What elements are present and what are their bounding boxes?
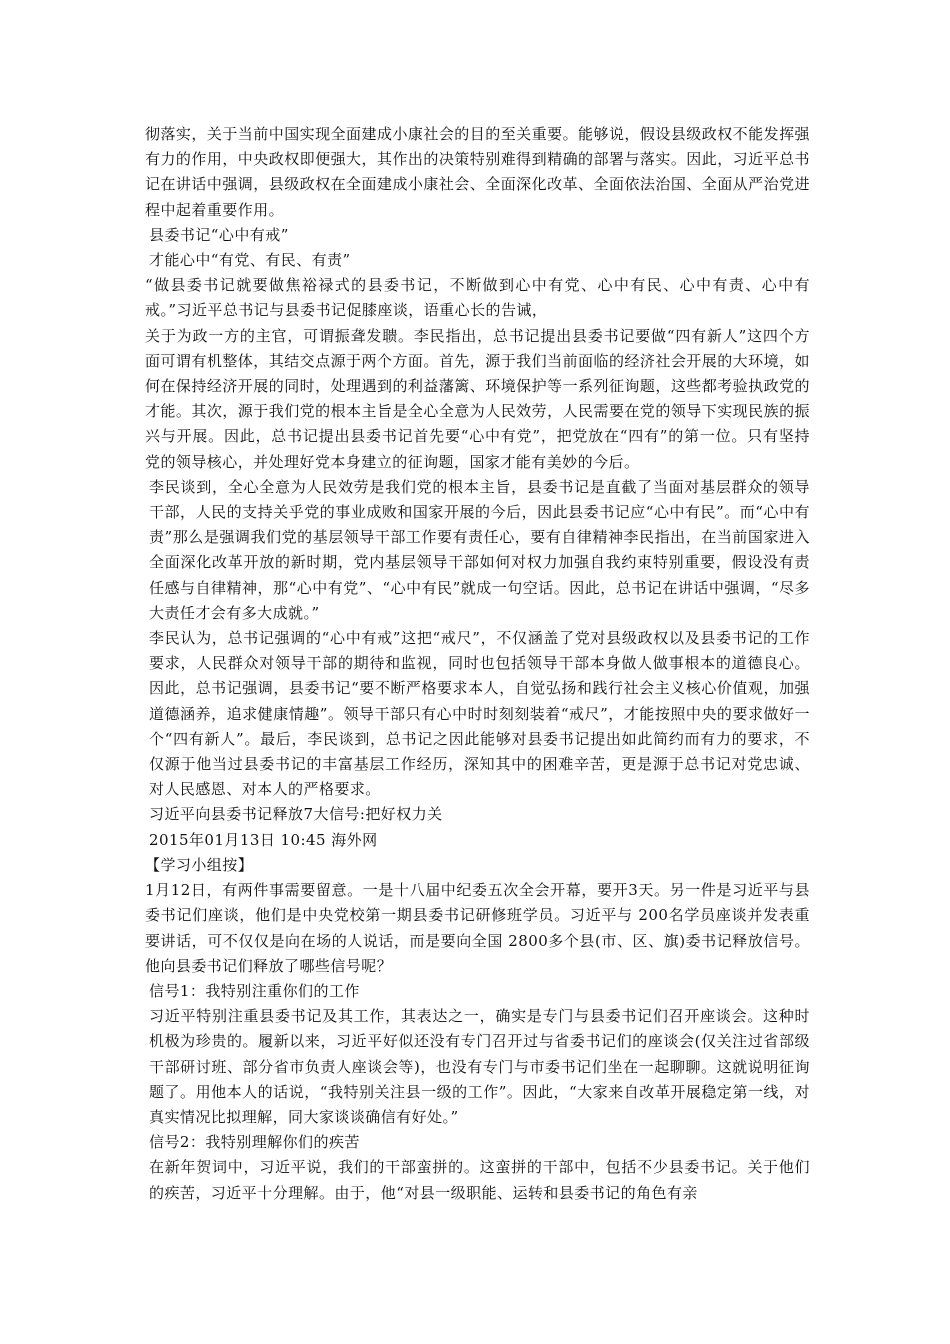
paragraph-jiechi: 李民认为，总书记强调的“心中有戒”这把“戒尺”，不仅涵盖了党对县级政权以及县委书记的工作要求，人民群众对领导干部的期待和监视，同时也包括领导干部本身做人做事根本的道德良心。因此，总书记强调，县委书记“要不断严格要求本人，自觉弘扬和践行社会主义核心价值观，加强道德涵养，追求健康情趣”。领导干部只有心中时时刻刻装着“戒尺”，才能按照中央的要求做好一个“四有新人”。最后，李民谈到，总书记之因此能够对县委书记提出如此简约而有力的要求，不仅源于他当过县委书记的丰富基层工作经历，深知其中的困难辛苦，更是源于总书记对党忠诚、对人民感恩、对本人的严格要求。 <box>149 629 810 799</box>
signal-2-heading: 信号2：我特别理解你们的疾苦 <box>149 1133 360 1152</box>
article-title-seven-signals: 习近平向县委书记释放7大信号:把好权力关 <box>149 805 443 824</box>
study-group-note-label: 【学习小组按】 <box>145 855 254 874</box>
paragraph-sixin-new: 关于为政一方的主官，可谓振聋发聩。李民指出，总书记提出县委书记要做“四有新人”这四个方面可谓有机整体，其结交点源于两个方面。首先，源于我们当前面临的经济社会开展的大环境，如何在保持经济开展的同时，处理遇到的利益藩篱、环境保护等一系列征询题，这些都考验执政党的才能。其次，源于我们党的根本主旨是全心全意为人民效劳，人民需要在党的领导下实现民族的振兴与开展。因此，总书记提出县委书记首先要“心中有党”，把党放在“四有”的第一位。只有坚持党的领导核心，并处理好党本身建立的征询题，国家才能有美妙的今后。 <box>145 326 810 471</box>
paragraph-jan-12: 1月12日，有两件事需要留意。一是十八届中纪委五次全会开幕，要开3天。另一件是习近平与县委书记们座谈，他们是中央党校第一期县委书记研修班学员。习近平与 200名学员座谈并发表重要讲话，可不仅仅是向在场的人说话，而是要向全国 2800多个县(市、区、旗)委书记释放信号。他向县委书记们释放了哪些信号呢？ <box>145 881 810 975</box>
document-body <box>145 122 810 1206</box>
heading-youdang-youmin-youze: 才能心中“有党、有民、有责” <box>149 251 351 270</box>
signal-2-body: 在新年贺词中，习近平说，我们的干部蛮拼的。这蛮拼的干部中，包括不少县委书记。关于他们的疾苦，习近平十分理解。由于，他“对县一级职能、运转和县委书记的角色有亲 <box>149 1158 810 1202</box>
signal-1-heading: 信号1：我特别注重你们的工作 <box>149 981 360 1000</box>
paragraph-county-power: 彻落实，关于当前中国实现全面建成小康社会的目的至关重要。能够说，假设县级政权不能发挥强有力的作用，中央政权即便强大，其作出的决策特别难得到精确的部署与落实。因此，习近平总书记在讲话中强调，县级政权在全面建成小康社会、全面深化改革、全面依法治国、全面从严治党进程中起着重要作用。 <box>145 125 810 219</box>
paragraph-quote-jiaoyulu: “做县委书记就要做焦裕禄式的县委书记，不断做到心中有党、心中有民、心中有责、心中有戒。”习近平总书记与县委书记促膝座谈，语重心长的告诫， <box>145 276 810 320</box>
heading-xinzhongyoujie: 县委书记“心中有戒” <box>149 225 289 244</box>
signal-1-body: 习近平特别注重县委书记及其工作，其表达之一，确实是专门与县委书记们召开座谈会。这种时机极为珍贵的。履新以来，习近平好似还没有专门召开过与省委书记们的座谈会(仅关注过省部级干部研讨班、部分省市负责人座谈会等)，也没有专门与市委书记们坐在一起聊聊。这就说明征询题了。用他本人的话说，“我特别关注县一级的工作”。因此，“大家来自改革开展稳定第一线，对真实情况比拟理解，同大家谈谈确信有好处。” <box>149 1007 810 1126</box>
paragraph-xinzhongyoumin: 李民谈到，全心全意为人民效劳是我们党的根本主旨，县委书记是直截了当面对基层群众的领导干部，人民的支持关乎党的事业成败和国家开展的今后，因此县委书记应“心中有民”。而“心中有责”那么是强调我们党的基层领导干部工作要有责任心，要有自律精神李民指出，在当前国家进入全面深化改革开放的新时期，党内基层领导干部如何对权力加强自我约束特别重要，假设没有责任感与自律精神，那“心中有党”、“心中有民”就成一句空话。因此，总书记在讲话中强调，“尽多大责任才会有多大成就。” <box>149 477 810 622</box>
article-dateline: 2015年01月13日 10:45 海外网 <box>149 830 378 849</box>
